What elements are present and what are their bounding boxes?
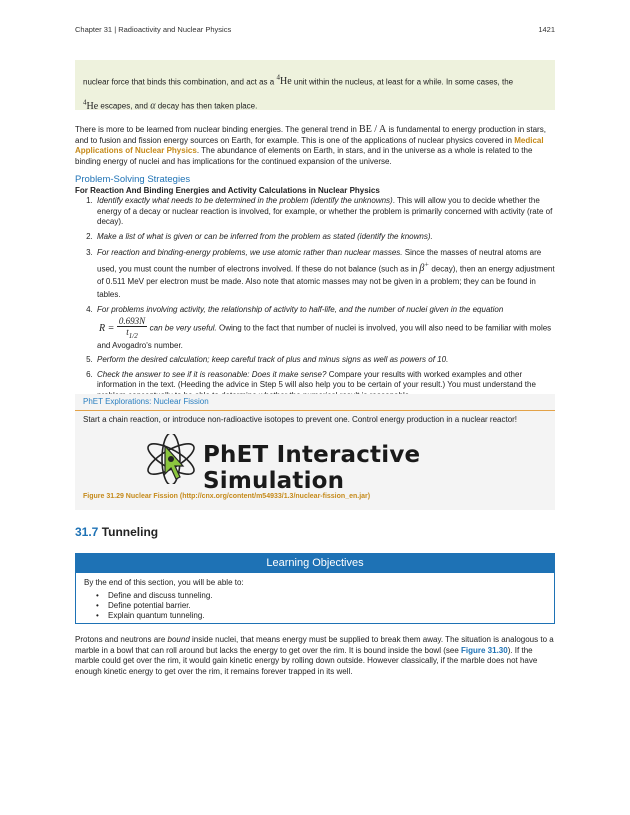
note-box	[75, 60, 555, 110]
strategies-title: Problem-Solving Strategies	[75, 174, 191, 185]
phet-title: PhET Explorations: Nuclear Fission	[83, 397, 209, 406]
learning-objectives-intro: By the end of this section, you will be able to:	[84, 578, 244, 587]
helium-symbol: $^4$He	[276, 74, 292, 88]
intro-paragraph: There is more to be learned from nuclear binding energies. The general trend in BE / A is fundamental to energy production in stars, and to fusion and fission energy sources on Earth, for example. This is one of the applications of nuclear physics covered in Medical Applications of Nuclear Physics. The abundance of elements on Earth, in stars, and in the universe as a whole is related to the binding energy of nuclei and has implications for the continued expansion of the universe.	[75, 124, 546, 166]
chapter-title: Chapter 31 | Radioactivity and Nuclear Physics	[75, 25, 232, 34]
phet-description: Start a chain reaction, or introduce non-radioactive isotopes to prevent one. Control energy production in a nuclear reactor!	[83, 415, 518, 424]
divider	[75, 410, 555, 411]
list-item: 3. For reaction and binding-energy problems, we use atomic rather than nuclear masses. Since the masses of neutral atoms are used, you must count the number of electrons involved. If these do not balance (such as in β+ decay), then an energy adjustment of 0.511 MeV per electron must be made. Also note that atomic masses may not be given in a problem; they can be found in tables.	[95, 246, 555, 301]
list-item: 5. Perform the desired calculation; keep careful track of plus and minus signs as well as powers of 10.	[95, 355, 555, 366]
activity-equation: R = $\frac{0.693N}{t_{1/2}}$	[99, 315, 146, 340]
helium-symbol: $^4$He	[83, 98, 99, 112]
phet-explorations-box	[75, 394, 555, 510]
medical-applications-link[interactable]: Medical Applications of Nuclear Physics	[75, 135, 544, 155]
section-heading	[75, 525, 158, 539]
strategy-steps	[75, 196, 555, 405]
page-header	[75, 25, 555, 34]
list-item: • Define and discuss tunneling.	[96, 591, 213, 601]
learning-objectives-list	[96, 591, 213, 621]
note-line-1: nuclear force that binds this combination, and act as a $^4$He unit within the nucleus, at least for a while. In some cases, the	[83, 74, 514, 88]
list-item: 2. Make a list of what is given or can be inferred from the problem as stated (identify the knowns).	[95, 232, 555, 243]
alpha-symbol: α	[150, 100, 156, 112]
be-over-a: BE / A	[359, 124, 387, 135]
phet-wordmark[interactable]: PhET Interactive Simulation	[203, 442, 421, 494]
figure-caption[interactable]: Figure 31.29 Nuclear Fission (http://cnx.org/content/m54933/1.3/nuclear-fission_en.jar)	[83, 493, 371, 500]
figure-31-30-link[interactable]: Figure 31.30	[461, 645, 508, 655]
beta-plus-symbol: β+	[419, 261, 430, 275]
strategies-subtitle: For Reaction And Binding Energies and Activity Calculations in Nuclear Physics	[75, 186, 380, 195]
section-title: Tunneling	[101, 525, 159, 539]
list-item: 4. For problems involving activity, the relationship of activity to half-life, and the number of nuclei given in the equation R = $\frac{0.693N}{t_{1/2}}$ can be very useful. Owing to the fact that number of nuclei is involved, you will also need to be familiar with moles and Avogadro's number.	[95, 305, 555, 351]
page-number: 1421	[538, 25, 555, 34]
list-item: • Define potential barrier.	[96, 601, 213, 611]
list-item: 1. Identify exactly what needs to be determined in the problem (identify the unknowns). This will allow you to decide whether the energy of a decay or nuclear reaction is involved, for example, or whether the problem is primarily concerned with activity (rate of decay).	[95, 196, 555, 228]
list-item: 6. Check the answer to see if it is reasonable: Does it make sense? Compare your results with worked examples and other information in the text. (Heeding the advice in Step 5 will also help you to be certain of your result.) You must understand the	[95, 370, 555, 402]
note-line-2: $^4$He escapes, and α decay has then taken place.	[83, 98, 258, 112]
learning-objectives-title: Learning Objectives	[76, 554, 554, 573]
section-number: 31.7	[75, 525, 99, 539]
learning-objectives-box	[75, 553, 555, 624]
tunneling-paragraph: Protons and neutrons are bound inside nuclei, that means energy must be supplied to break them away. The situation is analogous to a marble in a bowl that can roll around but lacks the energy to get over the rim. It is bound inside the bowl (see Figure 31.30). If the marble could get over the rim, it would gain kinetic energy by rolling down outside. However classically, if the marble does not have enough kinetic energy to get over the rim, it remains forever trapped in its well.	[75, 635, 554, 676]
list-item: • Explain quantum tunneling.	[96, 611, 213, 621]
